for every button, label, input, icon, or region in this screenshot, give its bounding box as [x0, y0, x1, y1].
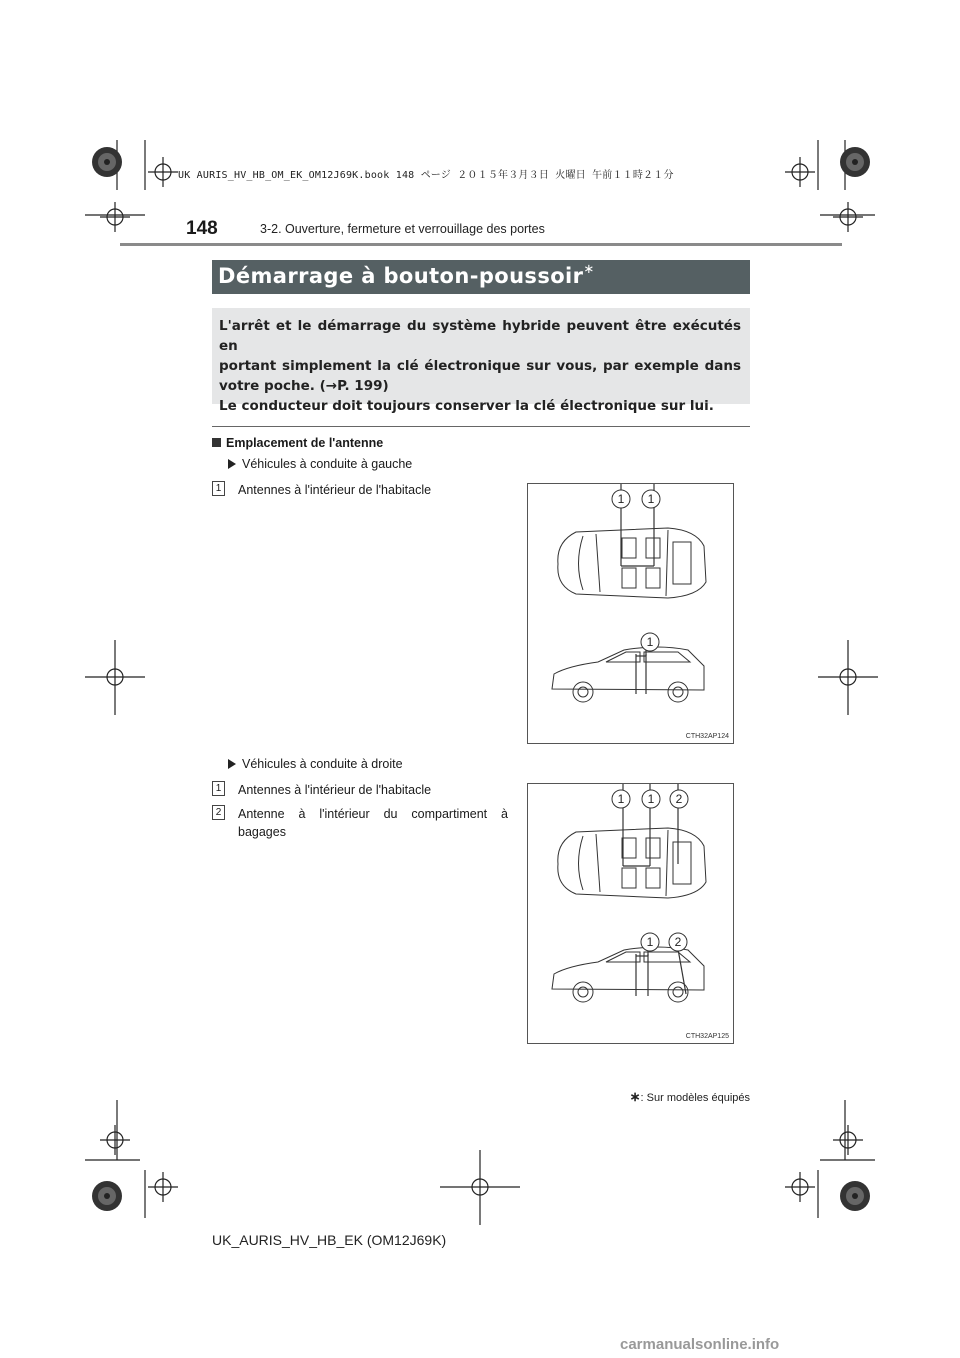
rhd-car-illustration [528, 784, 733, 1043]
square-bullet-icon [212, 438, 221, 447]
watermark: carmanualsonline.info [620, 1336, 780, 1353]
intro-box [212, 308, 750, 414]
asterisk-mark: ∗ [583, 262, 595, 277]
rhd-item-2 [212, 805, 512, 845]
item-text-cont: bagages [238, 825, 286, 839]
title-bar [212, 260, 750, 294]
item-text: Antennes à l'intérieur de l'habitacle [238, 483, 432, 497]
triangle-bullet-icon [228, 459, 236, 469]
callout-label: 1 [617, 492, 625, 506]
footnote: ∗: Sur modèles équipés [629, 1089, 750, 1104]
callout-label: 1 [646, 935, 654, 949]
item-text: Antenne à l'intérieur du compartiment à [238, 807, 508, 821]
callout-label: 1 [617, 792, 625, 806]
callout-number: 2 [212, 805, 225, 820]
callout-label: 1 [647, 492, 655, 506]
section-header: 3-2. Ouverture, fermeture et verrouillage des portes [260, 222, 545, 236]
page-title: Démarrage à bouton-poussoir∗ [218, 262, 595, 288]
callout-number: 1 [212, 781, 225, 796]
callout-label: 2 [675, 792, 683, 806]
callout-number: 1 [212, 481, 225, 496]
intro-text [219, 316, 741, 416]
callout-label: 1 [647, 792, 655, 806]
intro-line-3: votre poche. (→P. 199) [219, 378, 389, 394]
footer-code: UK_AURIS_HV_HB_EK (OM12J69K) [212, 1232, 447, 1248]
header-rule [120, 243, 842, 246]
rhd-item-1 [212, 781, 512, 801]
intro-line-4: Le conducteur doit toujours conserver la clé électronique sur lui. [219, 398, 714, 414]
item-text: Antennes à l'intérieur de l'habitacle [238, 783, 432, 797]
divider [212, 426, 750, 427]
arrow-icon: → [325, 378, 338, 394]
intro-line-1: L'arrêt et le démarrage du système hybride peuvent être exécutés en [219, 318, 741, 354]
section-heading: Emplacement de l'antenne [212, 436, 383, 450]
callout-label: 2 [674, 935, 682, 949]
callout-label: 1 [646, 635, 654, 649]
page-number: 148 [186, 218, 218, 239]
figure-code: CTH32AP124 [685, 733, 729, 740]
lhd-item-1 [212, 481, 512, 501]
print-mark-line: UK AURIS_HV_HB_OM_EK_OM12J69K.book 148 ページ ２０１５年３月３日 火曜日 午前１１時２１分 [178, 170, 674, 181]
lhd-label: Véhicules à conduite à gauche [228, 457, 412, 471]
lhd-car-illustration [528, 484, 733, 743]
rhd-label: Véhicules à conduite à droite [228, 757, 403, 771]
rhd-figure [527, 783, 734, 1044]
asterisk-mark: ∗ [629, 1089, 641, 1104]
lhd-figure [527, 483, 734, 744]
triangle-bullet-icon [228, 759, 236, 769]
intro-line-2: portant simplement la clé électronique sur vous, par exemple dans [219, 358, 741, 374]
figure-code: CTH32AP125 [685, 1033, 729, 1040]
